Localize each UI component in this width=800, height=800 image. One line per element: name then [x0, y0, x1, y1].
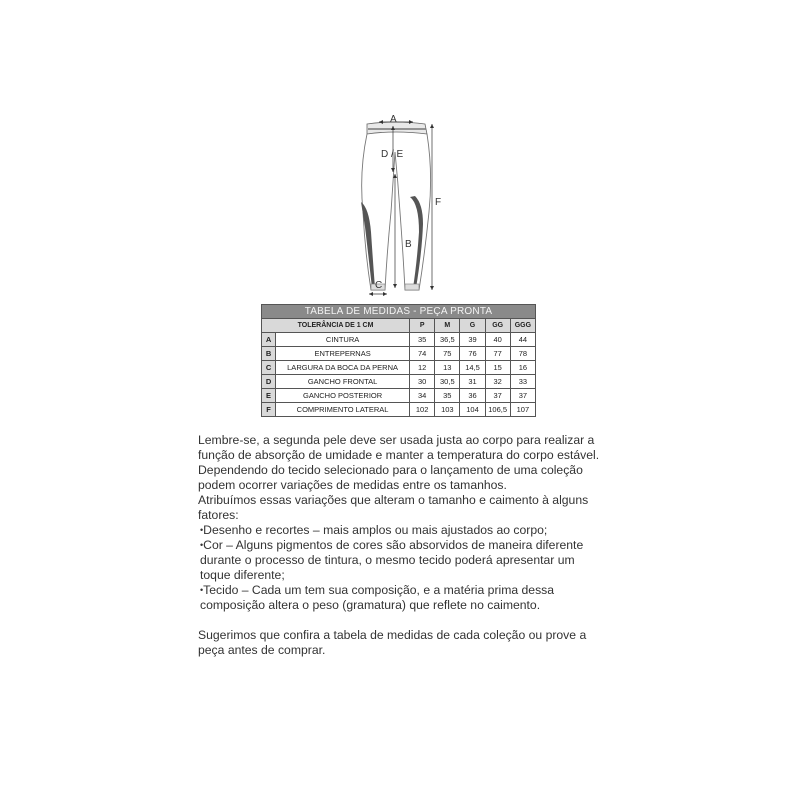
row-value: 76	[460, 347, 485, 361]
row-value: 107	[510, 403, 535, 417]
row-letter: F	[262, 403, 276, 417]
row-letter: C	[262, 361, 276, 375]
row-letter: E	[262, 389, 276, 403]
row-value: 36	[460, 389, 485, 403]
waistband	[367, 122, 427, 134]
note-bullet	[198, 523, 608, 538]
note-bullet	[198, 538, 608, 583]
row-value: 35	[410, 333, 435, 347]
row-letter: B	[262, 347, 276, 361]
row-value: 102	[410, 403, 435, 417]
row-value: 39	[460, 333, 485, 347]
size-header: GG	[485, 319, 510, 333]
arrow-de-head-bottom	[391, 168, 395, 172]
note-paragraph: Dependendo do tecido selecionado para o lançamento de uma coleção podem ocorrer variações de medidas entre os tamanhos.	[198, 463, 583, 492]
label-c: C	[375, 280, 383, 291]
note-bullet	[198, 583, 608, 613]
row-letter: A	[262, 333, 276, 347]
table-title-row	[262, 305, 536, 319]
note-paragraph: Lembre-se, a segunda pele deve ser usada justa ao corpo para realizar a função de absorção de umidade e manter a temperatura do corpo estável.	[198, 433, 600, 462]
size-header: GGG	[510, 319, 535, 333]
label-b: B	[405, 239, 412, 250]
bullet-text: Desenho e recortes – mais amplos ou mais ajustados ao corpo;	[203, 523, 548, 537]
row-value: 30	[410, 375, 435, 389]
row-value: 103	[435, 403, 460, 417]
row-label: CINTURA	[276, 333, 410, 347]
row-value: 12	[410, 361, 435, 375]
left-side-panel	[361, 202, 375, 288]
arrow-c-head-left	[369, 292, 373, 296]
label-f: F	[435, 197, 442, 208]
row-value: 75	[435, 347, 460, 361]
table-row	[262, 361, 536, 375]
table-row	[262, 389, 536, 403]
row-value: 30,5	[435, 375, 460, 389]
row-value: 37	[510, 389, 535, 403]
arrow-c-head-right	[383, 292, 387, 296]
table-title: TABELA DE MEDIDAS - PEÇA PRONTA	[262, 305, 536, 319]
row-value: 14,5	[460, 361, 485, 375]
row-value: 33	[510, 375, 535, 389]
note-paragraph: Atribuímos essas variações que alteram o tamanho e caimento à alguns fatores:	[198, 493, 589, 522]
bullet-icon: •	[200, 585, 204, 595]
row-value: 34	[410, 389, 435, 403]
note-paragraph: Sugerimos que confira a tabela de medidas de cada coleção ou prove a peça antes de comprar.	[198, 628, 587, 657]
size-header: G	[460, 319, 485, 333]
row-value: 35	[435, 389, 460, 403]
row-value: 40	[485, 333, 510, 347]
row-value: 16	[510, 361, 535, 375]
pants-measurement-diagram	[355, 112, 455, 300]
row-value: 36,5	[435, 333, 460, 347]
right-cuff	[405, 284, 419, 290]
row-value: 13	[435, 361, 460, 375]
row-value: 32	[485, 375, 510, 389]
arrow-f-head-top	[430, 124, 434, 128]
table-row	[262, 375, 536, 389]
size-table	[261, 304, 536, 417]
label-a: A	[390, 114, 397, 125]
row-value: 44	[510, 333, 535, 347]
tolerance-header: TOLERÂNCIA DE 1 CM	[262, 319, 410, 333]
row-letter: D	[262, 375, 276, 389]
size-notes	[198, 433, 608, 658]
table-row	[262, 333, 536, 347]
row-label: LARGURA DA BOCA DA PERNA	[276, 361, 410, 375]
arrow-b-head-bottom	[393, 284, 397, 288]
table-row	[262, 347, 536, 361]
bullet-text: Cor – Alguns pigmentos de cores são absorvidos de maneira diferente durante o processo de tintura, o mesmo tecido poderá apresentar um toque diferente;	[200, 538, 584, 582]
row-value: 106,5	[485, 403, 510, 417]
size-header: M	[435, 319, 460, 333]
row-value: 104	[460, 403, 485, 417]
bullet-icon: •	[200, 540, 204, 550]
table-row	[262, 403, 536, 417]
table-header-row	[262, 319, 536, 333]
row-value: 31	[460, 375, 485, 389]
row-value: 37	[485, 389, 510, 403]
size-header: P	[410, 319, 435, 333]
row-label: GANCHO FRONTAL	[276, 375, 410, 389]
row-label: GANCHO POSTERIOR	[276, 389, 410, 403]
arrow-f-head-bottom	[430, 286, 434, 290]
spacer	[198, 613, 608, 628]
label-de: D / E	[381, 149, 404, 160]
row-value: 78	[510, 347, 535, 361]
row-label: COMPRIMENTO LATERAL	[276, 403, 410, 417]
row-label: ENTREPERNAS	[276, 347, 410, 361]
row-value: 15	[485, 361, 510, 375]
row-value: 74	[410, 347, 435, 361]
bullet-icon: •	[200, 525, 204, 535]
row-value: 77	[485, 347, 510, 361]
bullet-text: Tecido – Cada um tem sua composição, e a matéria prima dessa composição altera o peso (gramatura) que reflete no caimento.	[200, 583, 555, 612]
